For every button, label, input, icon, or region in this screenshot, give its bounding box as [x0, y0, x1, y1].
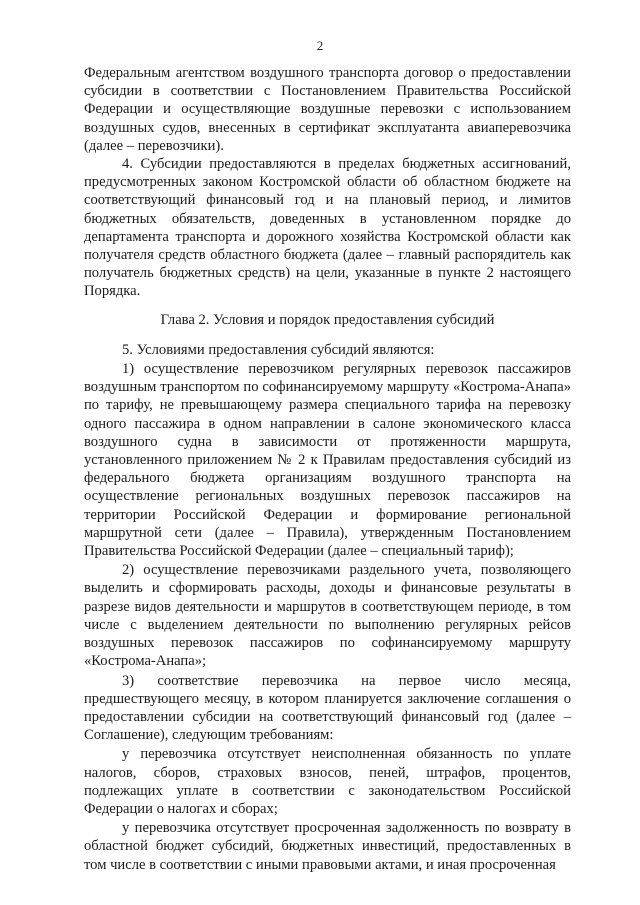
paragraph-5-item-3: 3) соответствие перевозчика на первое число месяца, предшествующего месяцу, в котором планируется заключение соглашения о предоставлении субсидии на соответствующий финансовый год (далее – Соглашение), следующим требованиям: [84, 672, 571, 744]
paragraph-4: 4. Субсидии предоставляются в пределах бюджетных ассигнований, предусмотренных законом Костромской области об областном бюджете на соответствующий финансовый год и на плановый период, и лимитов бюджетных обязательств, доведенных в установленном порядке до департамента транспорта и дорожного хозяйства Костромской области как получателя средств областного бюджета (далее – главный распорядитель как получатель бюджетных средств) на цели, указанные в пункте 2 настоящего Порядка. [84, 156, 571, 300]
paragraph-5: 5. Условиями предоставления субсидий являются: [122, 341, 435, 358]
page-number: 2 [316, 38, 324, 53]
requirement-debt: у перевозчика отсутствует просроченная задолженность по возврату в областной бюджет субсидий, бюджетных инвестиций, предоставленных в том числе в соответствии с иными правовыми актами, и иная просроченная [84, 820, 571, 873]
paragraph-5-item-2: 2) осуществление перевозчиками раздельного учета, позволяющего выделить и сформировать расходы, доходы и финансовые результаты в разрезе видов деятельности и маршрутов в соответствующем периоде, в том числе с выделением деятельности по выполнению регулярных рейсов воздушных перевозок пассажиров по софинансируемому маршруту «Кострома-Анапа»; [84, 562, 571, 670]
chapter-heading: Глава 2. Условия и порядок предоставления субсидий [160, 311, 495, 328]
document-body [84, 64, 571, 874]
requirement-taxes: у перевозчика отсутствует неисполненная обязанность по уплате налогов, сборов, страховых взносов, пеней, штрафов, процентов, подлежащих уплате в соответствии с законодательством Российской Федерации о налогах и сборах; [84, 746, 571, 817]
paragraph-1: Федеральным агентством воздушного транспорта договор о предоставлении субсидии в соответствии с Постановлением Правительства Российской Федерации и осуществляющие воздушные перевозки с использованием воздушных судов, внесенных в сертификат эксплуатанта авиаперевозчика (далее – перевозчики). [84, 65, 571, 154]
paragraph-5-item-1: 1) осуществление перевозчиком регулярных перевозок пассажиров воздушным транспортом по софинансируемому маршруту «Кострома-Анапа» по тарифу, не превышающему размера специального тарифа на перевозку одного пассажира в одном направлении в салоне экономического класса воздушного судна в зависимости от протяженности маршрута, установленного приложением № 2 к Правилам предоставления субсидий из федерального бюджета организациям воздушного транспорта на осуществление региональных воздушных перевозок пассажиров на территории Российской Федерации и формирование региональной маршрутной сети (далее – Правила), утвержденным Постановлением Правительства Российской Федерации (далее – специальный тариф); [84, 361, 571, 560]
